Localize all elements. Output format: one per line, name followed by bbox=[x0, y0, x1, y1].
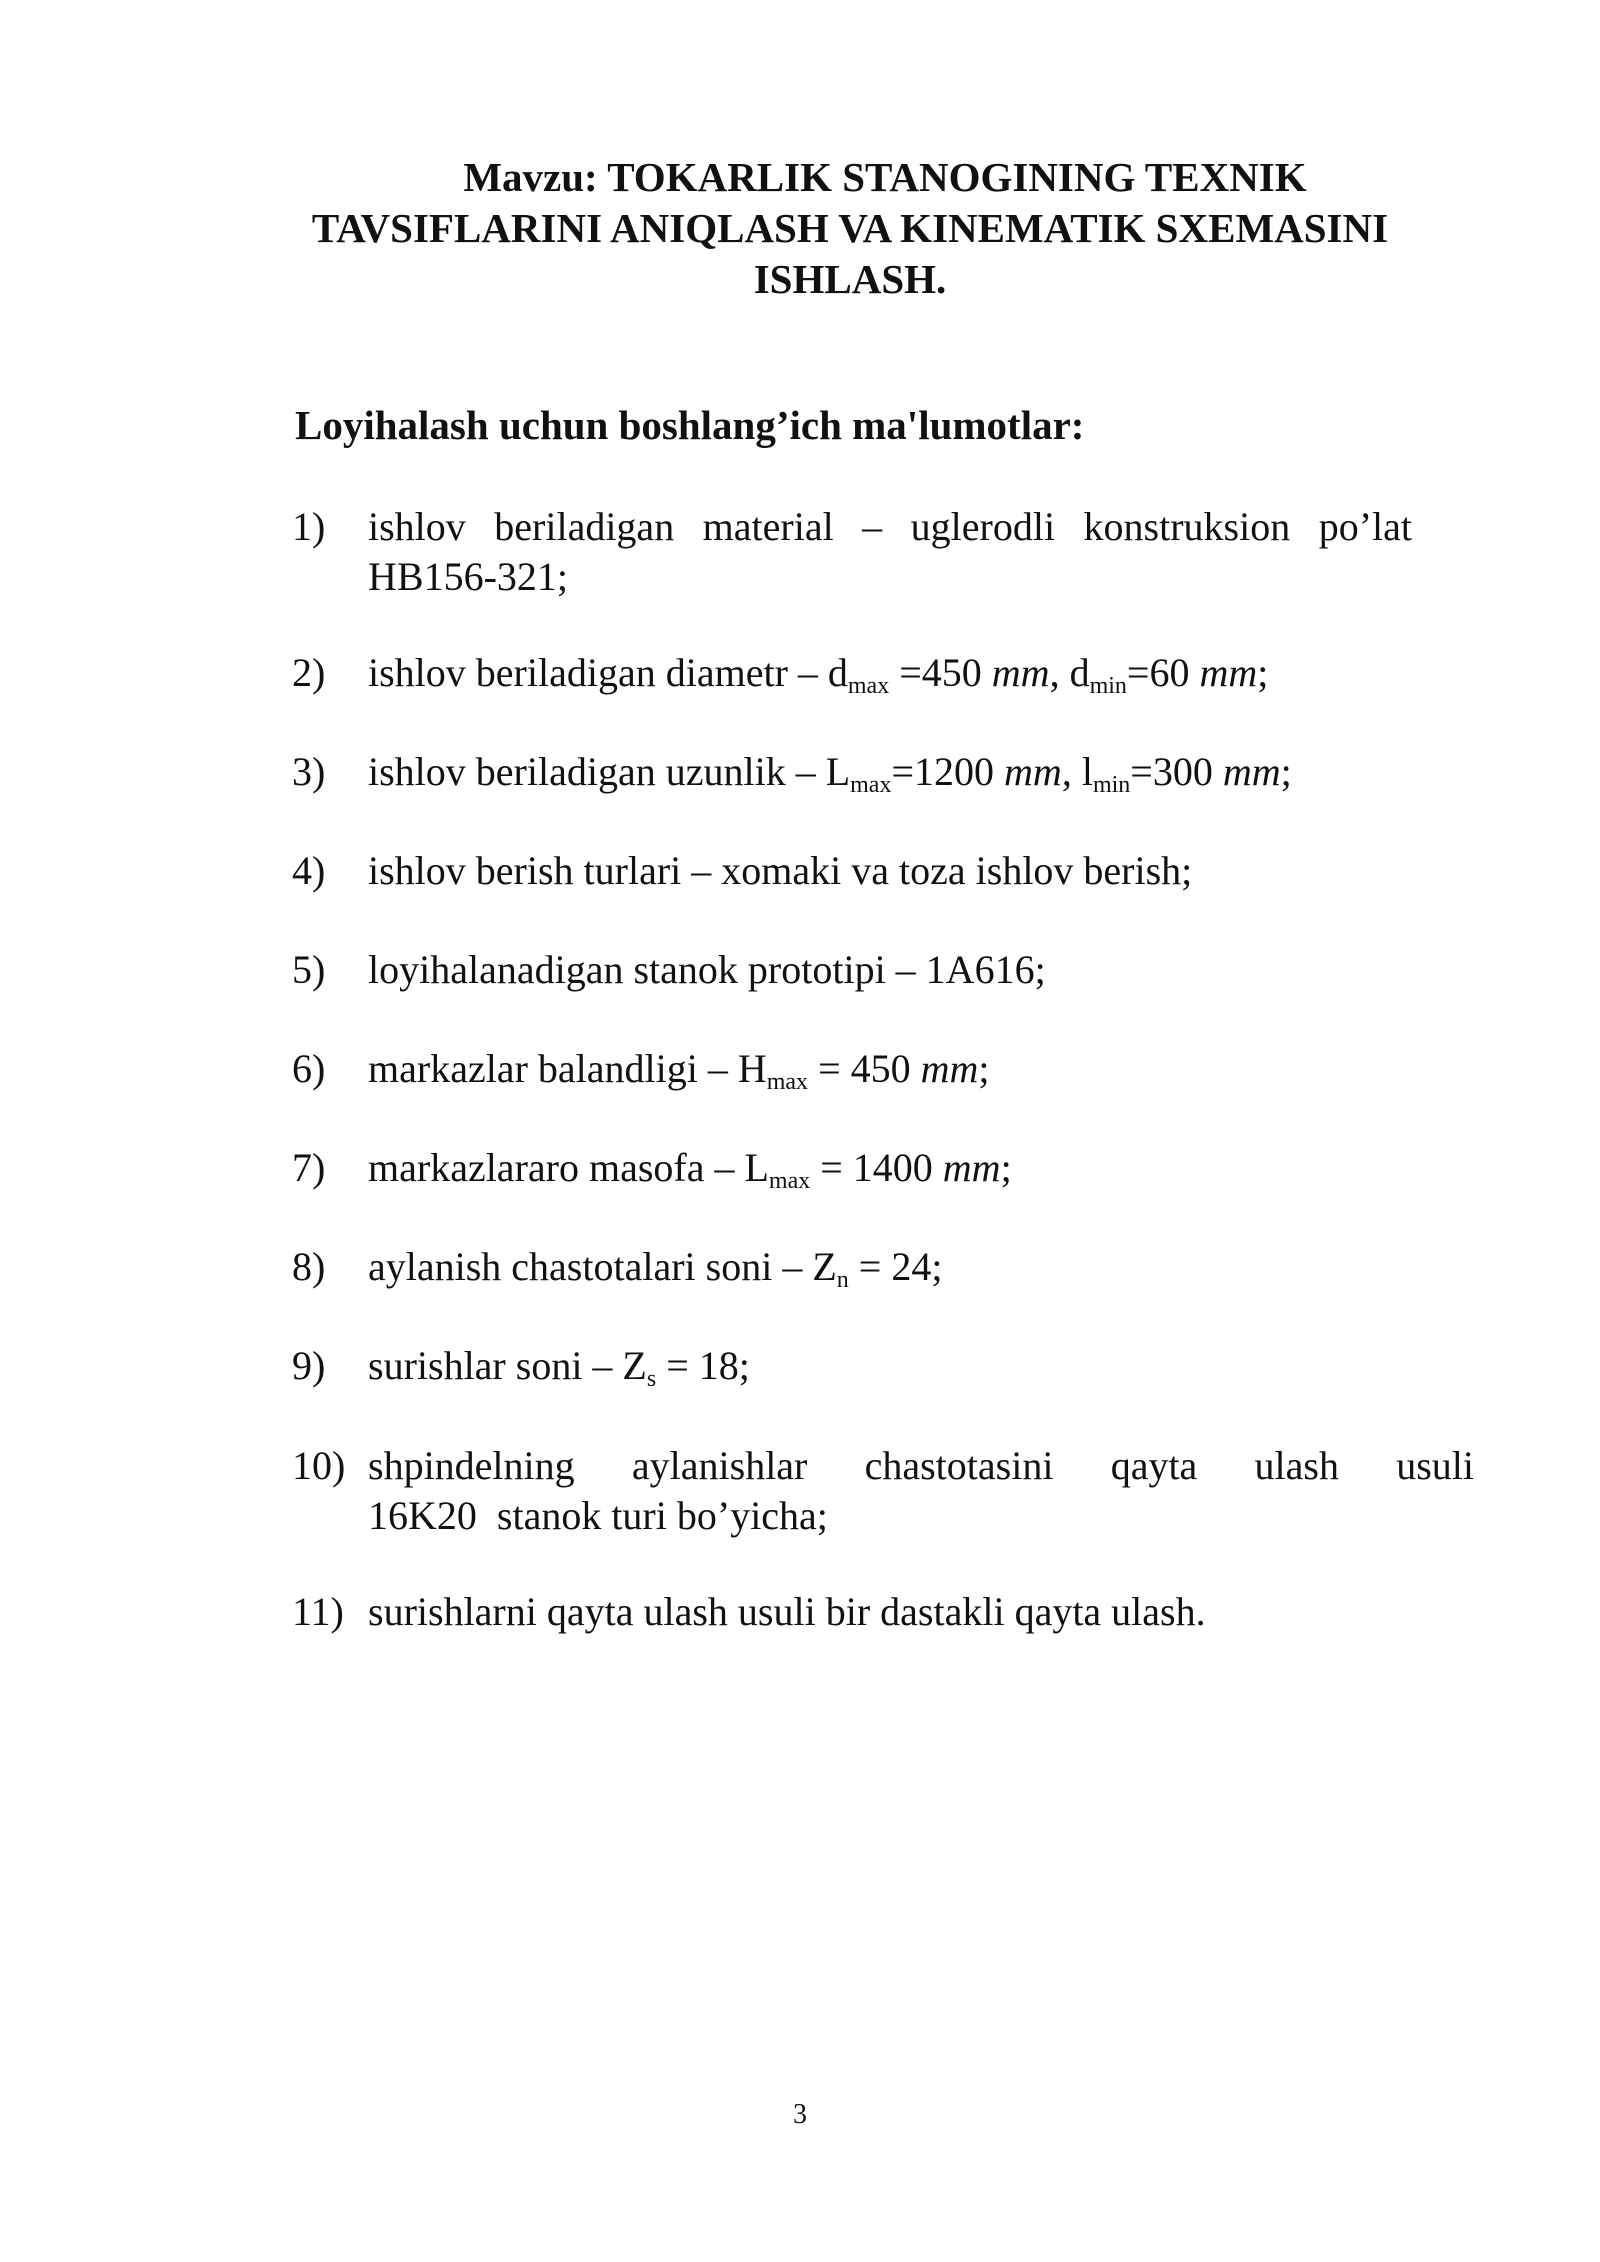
list-item-row: 16K20 stanok turi bo’yicha; bbox=[368, 1493, 828, 1538]
list-item-number: 8) bbox=[292, 1244, 326, 1289]
list-item bbox=[292, 747, 1412, 803]
list-item-number: 1) bbox=[292, 504, 326, 549]
list-item bbox=[292, 648, 1412, 704]
list-item bbox=[292, 945, 1412, 995]
list-item-number: 11) bbox=[292, 1589, 344, 1634]
text-run: ishlov beriladigan diametr – d bbox=[368, 650, 848, 695]
text-run: = 1400 bbox=[810, 1145, 943, 1190]
title-line-3: ISHLASH. bbox=[753, 256, 947, 302]
unit: mm bbox=[920, 1046, 979, 1091]
subscript: max bbox=[768, 1168, 811, 1194]
text-run: = 18; bbox=[656, 1343, 750, 1388]
text-run: = 450 bbox=[808, 1046, 921, 1091]
word: ulash bbox=[1254, 1443, 1339, 1488]
word: usuli bbox=[1396, 1443, 1474, 1488]
list-item-row bbox=[368, 1441, 1474, 1491]
text-run: ; bbox=[1257, 650, 1269, 695]
list-item-text bbox=[368, 1143, 1412, 1199]
text-run: aylanish chastotalari soni – Z bbox=[368, 1244, 837, 1289]
list-item-text bbox=[368, 1587, 1412, 1637]
list-item bbox=[292, 502, 1412, 602]
unit: mm bbox=[942, 1145, 1001, 1190]
subscript: n bbox=[836, 1267, 849, 1293]
page-number: 3 bbox=[793, 2099, 807, 2130]
word: chastotasini bbox=[864, 1443, 1054, 1488]
list-item-text bbox=[368, 846, 1412, 896]
list-item bbox=[292, 1441, 1474, 1541]
text-run: ; bbox=[978, 1046, 990, 1091]
word: aylanishlar bbox=[631, 1443, 808, 1488]
text-run: ishlov berish turlari – xomaki va toza ishlov berish; bbox=[368, 848, 1193, 893]
subscript: min bbox=[1089, 673, 1127, 699]
list-item bbox=[292, 1143, 1412, 1199]
text-run: surishlarni qayta ulash usuli bir dastakli qayta ulash. bbox=[368, 1589, 1206, 1634]
word: shpindelning bbox=[368, 1443, 575, 1488]
text-run: = 24; bbox=[848, 1244, 943, 1289]
text-run: loyihalanadigan stanok prototipi – 1A616; bbox=[368, 947, 1046, 992]
text-run: , l bbox=[1061, 749, 1093, 794]
list-item-number: 4) bbox=[292, 848, 326, 893]
word: beriladigan bbox=[494, 504, 675, 549]
word: uglerodli bbox=[910, 504, 1056, 549]
list-item-number: 9) bbox=[292, 1343, 326, 1388]
subscript: max bbox=[847, 673, 890, 699]
list-item-text bbox=[368, 1341, 1412, 1397]
word: po’lat bbox=[1318, 504, 1412, 549]
document-title bbox=[250, 152, 1450, 305]
text-run: =450 bbox=[889, 650, 992, 695]
title-line-1: Mavzu: TOKARLIK STANOGINING TEXNIK bbox=[463, 154, 1307, 200]
word: material bbox=[702, 504, 834, 549]
text-run: =60 bbox=[1126, 650, 1200, 695]
list-item-number: 2) bbox=[292, 650, 326, 695]
text-run: ; bbox=[1280, 749, 1292, 794]
word: qayta bbox=[1110, 1443, 1198, 1488]
unit: mm bbox=[991, 650, 1050, 695]
text-run: ishlov beriladigan uzunlik – L bbox=[368, 749, 851, 794]
list-item-text bbox=[368, 648, 1412, 704]
text-run: markazlar balandligi – H bbox=[368, 1046, 767, 1091]
unit: mm bbox=[1222, 749, 1281, 794]
word: – bbox=[862, 504, 883, 549]
list-item bbox=[292, 1587, 1412, 1637]
subscript: min bbox=[1092, 772, 1131, 798]
list-item bbox=[292, 1341, 1412, 1397]
title-line-2: TAVSIFLARINI ANIQLASH VA KINEMATIK SXEMASINI bbox=[311, 205, 1389, 251]
text-run: surishlar soni – Z bbox=[368, 1343, 647, 1388]
section-heading: Loyihalash uchun boshlang’ich ma'lumotlar: bbox=[295, 402, 1085, 448]
unit: mm bbox=[1199, 650, 1258, 695]
text-run: ; bbox=[1000, 1145, 1012, 1190]
word: ishlov bbox=[368, 504, 466, 549]
list-item bbox=[292, 846, 1412, 896]
list-item-text bbox=[368, 1242, 1412, 1298]
unit: mm bbox=[1004, 749, 1062, 794]
list-item-text bbox=[368, 945, 1412, 995]
list-item-row: HB156-321; bbox=[368, 554, 568, 599]
text-run: =300 bbox=[1130, 749, 1223, 794]
list-item-number: 10) bbox=[292, 1443, 346, 1488]
text-run: =1200 bbox=[891, 749, 1005, 794]
list-item-number: 6) bbox=[292, 1046, 326, 1091]
subscript: s bbox=[646, 1366, 657, 1392]
list-item-number: 3) bbox=[292, 749, 326, 794]
text-run: , d bbox=[1049, 650, 1090, 695]
list-item-number: 7) bbox=[292, 1145, 326, 1190]
list-item-text bbox=[368, 1441, 1474, 1541]
list-item-text bbox=[368, 502, 1412, 602]
list-item bbox=[292, 1044, 1412, 1100]
list-item-number: 5) bbox=[292, 947, 326, 992]
list-item-text bbox=[368, 1044, 1412, 1100]
subscript: max bbox=[850, 772, 892, 798]
word: konstruksion bbox=[1083, 504, 1291, 549]
list-item-row bbox=[368, 502, 1412, 552]
text-run: markazlararo masofa – L bbox=[368, 1145, 769, 1190]
list-item bbox=[292, 1242, 1412, 1298]
subscript: max bbox=[766, 1069, 809, 1095]
list-item-text bbox=[368, 747, 1412, 803]
